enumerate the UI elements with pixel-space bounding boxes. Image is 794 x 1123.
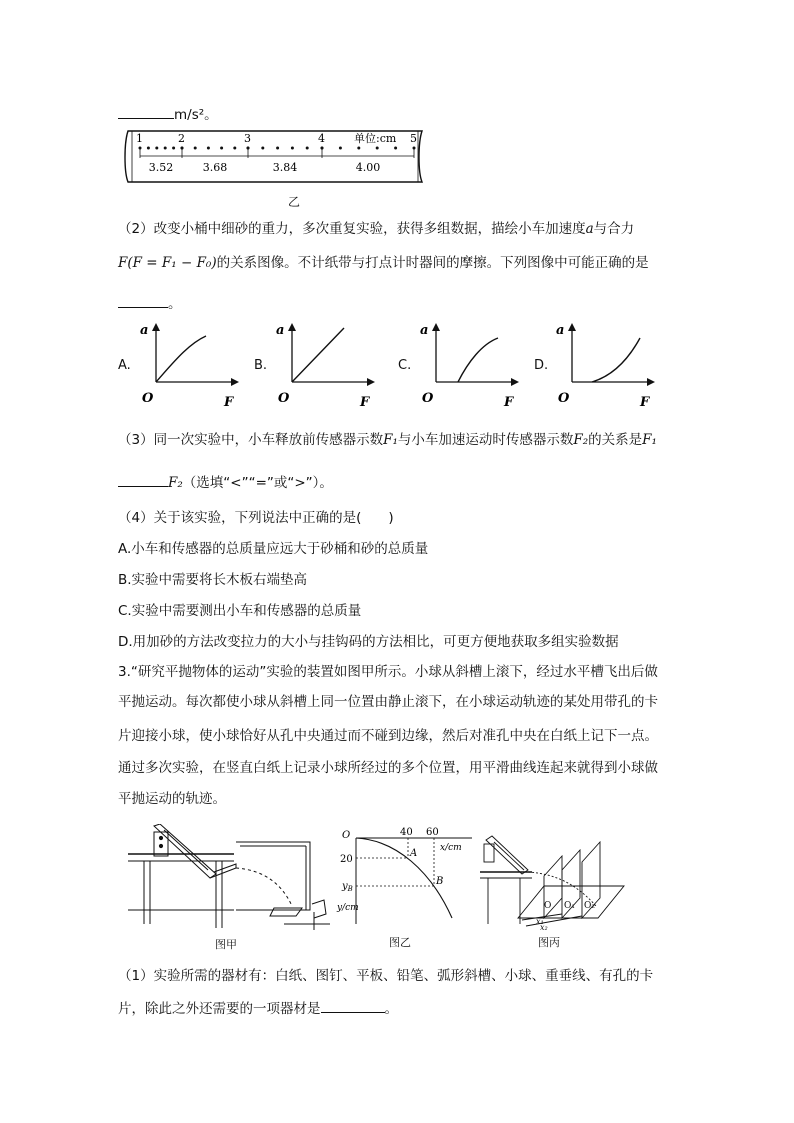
x-tick-40: 40 bbox=[400, 827, 413, 838]
x-arrow bbox=[231, 378, 239, 386]
q2-line2 bbox=[118, 253, 649, 273]
answer-blank bbox=[118, 293, 168, 308]
x-axis-label: x/cm bbox=[440, 843, 462, 853]
tape-point-label: 2 bbox=[178, 132, 185, 145]
graph-option-d bbox=[534, 320, 664, 412]
y-axis-label: a bbox=[140, 323, 149, 338]
graph-option-label: D. bbox=[534, 358, 549, 373]
figure-jia-caption: 图甲 bbox=[215, 938, 237, 951]
x2-label: x₂ bbox=[540, 923, 548, 930]
y-arrow bbox=[152, 323, 160, 331]
q3-end: 的关系是 bbox=[588, 432, 643, 448]
x-arrow bbox=[511, 378, 519, 386]
q2-text-end: 与合力 bbox=[593, 221, 635, 237]
y-axis-label: a bbox=[420, 323, 429, 338]
tape-unit-label: 单位:cm bbox=[354, 132, 397, 145]
x-axis-label: F bbox=[224, 395, 234, 410]
acceleration-unit: m/s²。 bbox=[174, 107, 218, 123]
y-arrow bbox=[432, 323, 440, 331]
y-axis-label: y/cm bbox=[337, 903, 359, 913]
y-arrow bbox=[288, 323, 296, 331]
figure-yi-caption: 图乙 bbox=[389, 936, 411, 949]
graph-option-a bbox=[118, 320, 248, 412]
tape-dots bbox=[139, 147, 416, 150]
tape-dot bbox=[233, 147, 236, 150]
graph-option-label: B. bbox=[254, 358, 268, 373]
graph-option-label: A. bbox=[118, 358, 131, 373]
graph-option-label: C. bbox=[398, 358, 412, 373]
graph-curve bbox=[458, 338, 498, 382]
tape-dot bbox=[276, 147, 279, 150]
tape-dot bbox=[194, 147, 197, 150]
q3-text2: （选填“<”“=”或“>”）。 bbox=[182, 475, 333, 491]
answer-blank bbox=[118, 472, 168, 487]
tape-segment-length: 3.68 bbox=[202, 161, 228, 174]
force-formula: F(F = F₁ − F₀) bbox=[118, 255, 217, 271]
q4-option-a: A.小车和传感器的总质量应远大于砂桶和砂的总质量 bbox=[118, 541, 429, 557]
graph-svg bbox=[548, 320, 668, 412]
x-arrow bbox=[367, 378, 375, 386]
tape-dot bbox=[147, 147, 150, 150]
tape-point-label: 5 bbox=[410, 132, 417, 145]
y-axis-label: a bbox=[556, 323, 565, 338]
q5-line1: 3.“研究平抛物体的运动”实验的装置如图甲所示。小球从斜槽上滚下，经过水平槽飞出后做 bbox=[118, 664, 658, 680]
origin-label: O bbox=[422, 391, 434, 406]
x-tick-60: 60 bbox=[426, 827, 439, 838]
tape-point-label: 3 bbox=[244, 132, 251, 145]
origin-label: O bbox=[342, 830, 351, 841]
tape-dot bbox=[220, 147, 223, 150]
q6-tail: 。 bbox=[384, 1001, 398, 1017]
q2-line3 bbox=[118, 293, 182, 314]
q2-tail: 。 bbox=[168, 296, 182, 312]
q5-line4: 通过多次实验，在竖直白纸上记录小球所经过的多个位置，用平滑曲线连起来就得到小球做 bbox=[118, 760, 658, 776]
f1: F₁ bbox=[383, 432, 398, 448]
q3-text: （3）同一次实验中，小车释放前传感器示数 bbox=[118, 432, 384, 448]
point-b: B bbox=[436, 876, 444, 887]
tape-dot bbox=[207, 147, 210, 150]
origin-label: O bbox=[558, 391, 570, 406]
x-axis-label: F bbox=[640, 395, 650, 410]
x1-label: x₁ bbox=[536, 917, 544, 926]
tape-dot bbox=[306, 147, 309, 150]
q5-line5: 平抛运动的轨迹。 bbox=[118, 791, 226, 807]
acceleration-answer-line bbox=[118, 104, 218, 125]
tape-dot bbox=[339, 147, 342, 150]
q6-line1: （1）实验所需的器材有：白纸、图钉、平板、铅笔、弧形斜槽、小球、重垂线、有孔的卡 bbox=[118, 968, 654, 984]
tape-point-label: 4 bbox=[318, 132, 325, 145]
graph-svg bbox=[132, 320, 252, 412]
point-a: A bbox=[410, 848, 418, 859]
q5-line3: 片迎接小球，使小球恰好从孔中央通过而不碰到边缘，然后对准孔中央在白纸上记下一点。 bbox=[118, 728, 658, 744]
figure-yi-trajectory bbox=[336, 826, 476, 926]
tape-point-label: 1 bbox=[136, 132, 143, 145]
q5-line2: 平抛运动。每次都使小球从斜槽上同一位置由静止滚下，在小球运动轨迹的某处用带孔的卡 bbox=[118, 694, 658, 710]
tape-segment-length: 4.00 bbox=[355, 161, 381, 174]
q2-text2: 的关系图像。不计纸带与打点计时器间的摩擦。下列图像中可能正确的是 bbox=[216, 255, 649, 271]
x-axis-label: F bbox=[504, 395, 514, 410]
graph-option-b bbox=[254, 320, 384, 412]
figure-bing-caption: 图丙 bbox=[538, 936, 560, 949]
origin-label: O bbox=[278, 391, 290, 406]
tape-segment-length: 3.52 bbox=[148, 161, 174, 174]
card-label-o2: O₂ bbox=[584, 901, 595, 911]
graph-curve bbox=[292, 328, 344, 382]
figure-bing-apparatus bbox=[478, 826, 628, 930]
figure-jia-apparatus bbox=[124, 824, 332, 932]
y-b-label: $y_B$ bbox=[342, 881, 353, 893]
q4-stem: （4）关于该实验，下列说法中正确的是( ) bbox=[118, 510, 394, 526]
tape-dot bbox=[172, 147, 175, 150]
f2: F₂ bbox=[573, 432, 589, 448]
q4-option-c: C.实验中需要测出小车和传感器的总质量 bbox=[118, 603, 362, 619]
answer-blank bbox=[118, 104, 174, 119]
graph-svg bbox=[268, 320, 388, 412]
paper-tape-figure bbox=[118, 128, 434, 186]
tape-dot bbox=[376, 147, 379, 150]
y-tick-20: 20 bbox=[340, 854, 353, 865]
f1: F₁ bbox=[642, 432, 657, 448]
graph-svg bbox=[412, 320, 532, 412]
tape-dot bbox=[164, 147, 167, 150]
tape-dot bbox=[155, 147, 158, 150]
q3-line2 bbox=[118, 472, 333, 493]
tape-caption: 乙 bbox=[288, 195, 301, 209]
origin-label: O bbox=[142, 391, 154, 406]
q4-option-b: B.实验中需要将长木板右端垫高 bbox=[118, 572, 308, 588]
tape-dot bbox=[394, 147, 397, 150]
tape-dot bbox=[357, 147, 360, 150]
card-label-o: O bbox=[544, 901, 552, 911]
var-a: a bbox=[585, 221, 594, 237]
y-axis-label: a bbox=[276, 323, 285, 338]
y-arrow bbox=[568, 323, 576, 331]
tape-dot bbox=[261, 147, 264, 150]
x-arrow bbox=[647, 378, 655, 386]
tape-dot bbox=[291, 147, 294, 150]
q6-line2 bbox=[118, 998, 398, 1019]
card-label-o1: O₁ bbox=[564, 901, 575, 911]
tape-segment-length: 3.84 bbox=[272, 161, 298, 174]
graph-option-c bbox=[398, 320, 528, 412]
q6-text2: 片，除此之外还需要的一项器材是 bbox=[118, 1001, 321, 1017]
q4-option-d: D.用加砂的方法改变拉力的大小与挂钩码的方法相比，可更方便地获取多组实验数据 bbox=[118, 634, 619, 650]
graph-curve bbox=[156, 336, 206, 382]
q2-line1 bbox=[118, 219, 634, 239]
q3-mid: 与小车加速运动时传感器示数 bbox=[397, 432, 574, 448]
f2: F₂ bbox=[168, 475, 183, 491]
answer-blank bbox=[321, 998, 385, 1013]
q2-text: （2）改变小桶中细砂的重力，多次重复实验，获得多组数据，描绘小车加速度 bbox=[118, 221, 586, 237]
graph-curve bbox=[592, 338, 640, 382]
q3-line1 bbox=[118, 430, 657, 450]
x-axis-label: F bbox=[360, 395, 370, 410]
